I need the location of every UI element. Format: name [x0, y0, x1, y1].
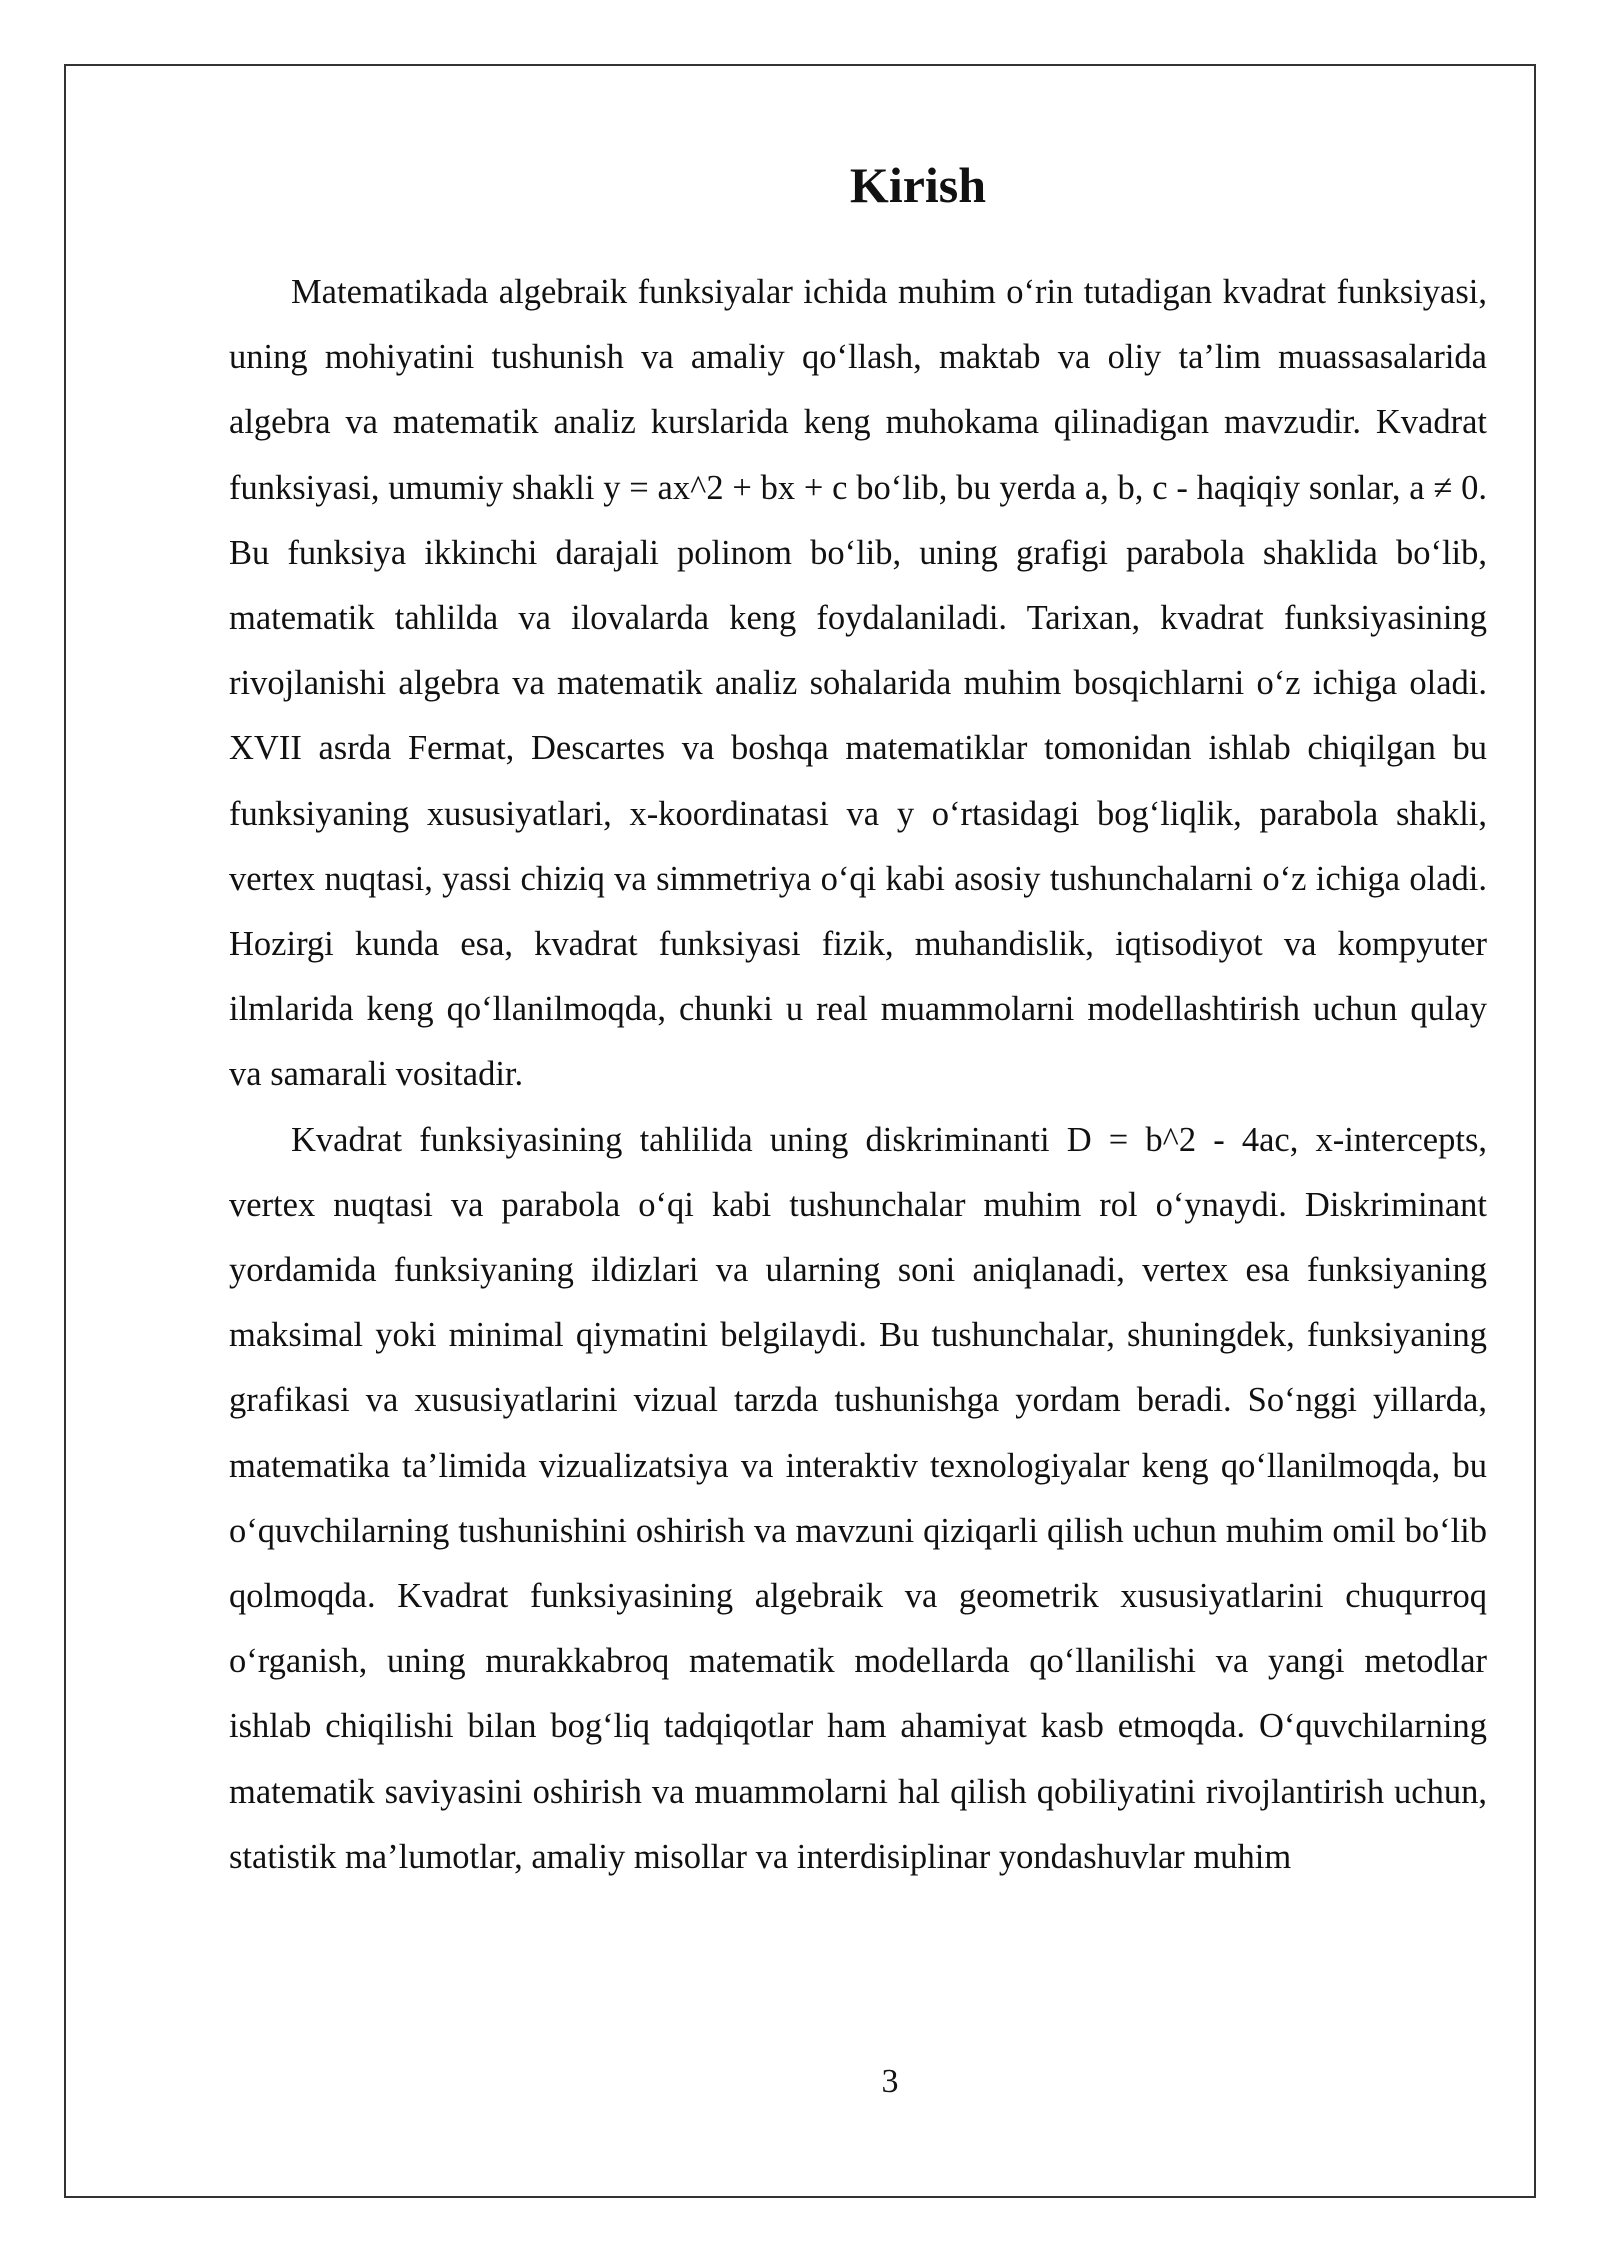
page-content [229, 150, 1487, 1890]
body-paragraph-1: Matematikada algebraik funksiyalar ichida muhim o‘rin tutadigan kvadrat funksiyasi, uning mohiyatini tushunish va amaliy qo‘llash, maktab va oliy ta’lim muassasalarida algebra va matematik analiz kurslarida keng muhokama qilinadigan mavzudir. Kvadrat funksiyasi, umumiy shakli y = ax^2 + bx + c bo‘lib, bu yerda a, b, c - haqiqiy sonlar, a ≠ 0. Bu funksiya ikkinchi darajali polinom bo‘lib, uning grafigi parabola shaklida bo‘lib, matematik tahlilda va ilovalarda keng foydalaniladi. Tarixan, kvadrat funksiyasining rivojlanishi algebra va matematik analiz sohalarida muhim bosqichlarni o‘z ichiga oladi. XVII asrda Fermat, Descartes va boshqa matematiklar tomonidan ishlab chiqilgan bu funksiyaning xususiyatlari, x-koordinatasi va y o‘rtasidagi bog‘liqlik, parabola shakli, vertex nuqtasi, yassi chiziq va simmetriya o‘qi kabi asosiy tushunchalarni o‘z ichiga oladi. Hozirgi kunda esa, kvadrat funksiyasi fizik, muhandislik, iqtisodiyot va kompyuter ilmlarida keng qo‘llanilmoqda, chunki u real muammolarni modellashtirish uchun qulay va samarali vositadir. [229, 273, 1487, 1094]
body-paragraph-2: Kvadrat funksiyasining tahlilida uning diskriminanti D = b^2 - 4ac, x-intercepts, vertex nuqtasi va parabola o‘qi kabi tushunchalar muhim rol o‘ynaydi. Diskriminant yordamida funksiyaning ildizlari va ularning soni aniqlanadi, vertex esa funksiyaning maksimal yoki minimal qiymatini belgilaydi. Bu tushunchalar, shuningdek, funksiyaning grafikasi va xususiyatlarini vizual tarzda tushunishga yordam beradi. So‘nggi yillarda, matematika ta’limida vizualizatsiya va interaktiv texnologiyalar keng qo‘llanilmoqda, bu o‘quvchilarning tushunishini oshirish va mavzuni qiziqarli qilish uchun muhim omil bo‘lib qolmoqda. Kvadrat funksiyasining algebraik va geometrik xususiyatlarini chuqurroq o‘rganish, uning murakkabroq matematik modellarda qo‘llanilishi va yangi metodlar ishlab chiqilishi bilan bog‘liq tadqiqotlar ham ahamiyat kasb etmoqda. O‘quvchilarning matematik saviyasini oshirish va muammolarni hal qilish qobiliyatini rivojlantirish uchun, statistik ma’lumotlar, amaliy misollar va interdisiplinar yondashuvlar muhim [229, 1120, 1487, 1876]
page-number: 3 [881, 2063, 899, 2100]
page-title: Kirish [849, 157, 987, 213]
